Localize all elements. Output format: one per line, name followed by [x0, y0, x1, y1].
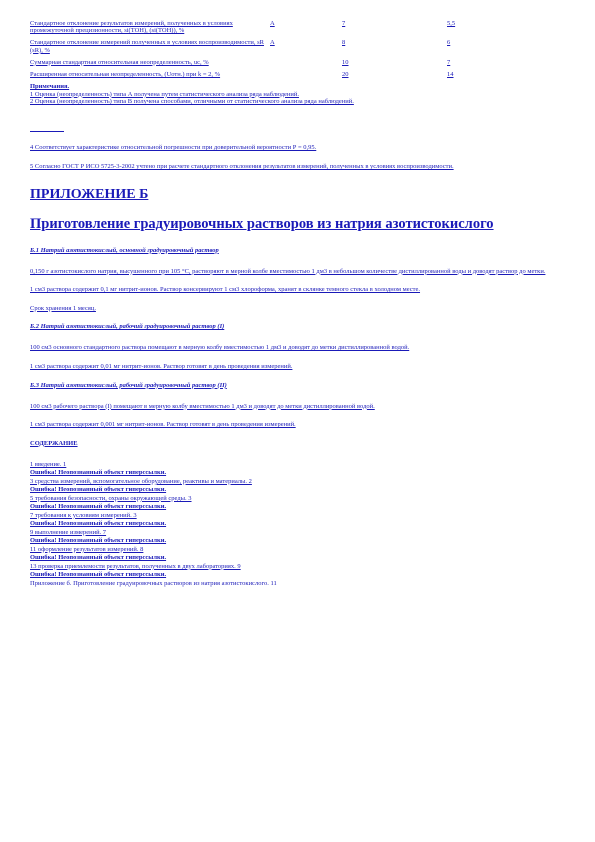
note-item[interactable]: 2 Оценка (неопределенность) типа В получена способами, отличными от статистического анализа ряда наблюдений.	[30, 98, 354, 106]
toc-title[interactable]: СОДЕРЖАНИЕ	[30, 439, 78, 447]
toc-item[interactable]: 1 введение. 1	[30, 460, 67, 468]
table-cell[interactable]: 7	[447, 58, 451, 66]
table-cell[interactable]: 20	[342, 71, 349, 79]
table-cell[interactable]: Расширенная относительная неопределенность, (Uотн.) при k = 2, %	[30, 71, 221, 79]
document-page	[30, 20, 570, 588]
toc-error-item[interactable]: Ошибка! Неопознанный объект гиперссылки.	[30, 503, 167, 511]
section-subtitle[interactable]: Б.2 Натрий азотистокислый, рабочий градуировочный раствор (I)	[30, 323, 225, 331]
paragraph[interactable]: 100 см3 основного стандартного раствора помещают в мерную колбу вместимостью 1 дм3 и доводят до метки дистиллированной водой.	[30, 344, 410, 352]
table-cell[interactable]: А	[270, 20, 275, 27]
paragraph[interactable]: Срок хранения 1 месяц.	[30, 304, 96, 312]
toc-error-item[interactable]: Ошибка! Неопознанный объект гиперссылки.	[30, 486, 167, 494]
paragraph[interactable]: 1 см3 раствора содержит 0,01 мг нитрит-ионов. Раствор готовят в день проведения измерений.	[30, 363, 293, 370]
paragraph[interactable]: 0,150 г азотистокислого натрия, высушенного при 105 °С, растворяют в мерной колбе вместимостью 1 дм3 в небольшом количестве дистиллированной воды и доводят раствор до метки.	[30, 267, 546, 275]
toc-error-item[interactable]: Ошибка! Неопознанный объект гиперссылки.	[30, 537, 167, 545]
uncertainty-table	[30, 20, 550, 83]
table-cell[interactable]	[270, 59, 342, 71]
footnote[interactable]: 4 Соответствует характеристике относительной погрешности при доверительной вероятности Р = 0,95.	[30, 144, 317, 152]
toc-error-item[interactable]: Ошибка! Неопознанный объект гиперссылки.	[30, 469, 167, 477]
table-row	[30, 59, 550, 71]
paragraph[interactable]: 100 см3 рабочего раствора (I) помещают в мерную колбу вместимостью 1 дм3 и доводят до метки дистиллированной водой.	[30, 402, 375, 410]
table-cell[interactable]: 6	[447, 39, 451, 47]
table-cell[interactable]: Стандартное отклонение измерений полученных в условиях воспроизводимости, sR (sR), %	[30, 39, 264, 54]
toc-error-item[interactable]: Ошибка! Неопознанный объект гиперссылки.	[30, 520, 167, 528]
paragraph[interactable]: 1 см3 раствора содержит 0,1 мг нитрит-ионов. Раствор консервируют 1 см3 хлороформа, хранят в склянке темного стекла в холодном месте.	[30, 286, 421, 294]
toc-item[interactable]: 9 выполнение измерений. 7	[30, 528, 107, 536]
toc-item[interactable]: 11 оформление результатов измерений. 8	[30, 545, 144, 553]
table-of-contents	[30, 461, 570, 589]
table-cell[interactable]	[270, 71, 342, 83]
table-cell[interactable]: А	[270, 39, 275, 47]
table-row	[30, 39, 550, 58]
toc-item[interactable]: 5 требования безопасности, охраны окружающей среды. 3	[30, 494, 192, 502]
footnote-separator	[30, 131, 64, 132]
note-item[interactable]: 1 Оценка (неопределенность) типа А получена путем статистического анализа ряда наблюдений.	[30, 90, 299, 98]
table-cell[interactable]: 7	[342, 20, 346, 27]
notes-title: Примечания.	[30, 83, 70, 91]
paragraph[interactable]: 1 см3 раствора содержит 0,001 мг нитрит-ионов. Раствор готовят в день проведения измерений.	[30, 421, 296, 429]
toc-error-item[interactable]: Ошибка! Неопознанный объект гиперссылки.	[30, 571, 167, 579]
appendix-heading[interactable]: ПРИЛОЖЕНИЕ Б	[30, 186, 149, 202]
table-cell[interactable]: 14	[447, 71, 454, 79]
toc-item[interactable]: 13 проверка приемлемости результатов, полученных в двух лабораториях. 9	[30, 562, 241, 570]
table-cell[interactable]: Суммарная стандартная относительная неопределенность, uc, %	[30, 58, 209, 66]
table-row	[30, 20, 550, 39]
toc-error-item[interactable]: Ошибка! Неопознанный объект гиперссылки.	[30, 554, 167, 562]
table-cell[interactable]: 5,5	[447, 20, 456, 27]
toc-item[interactable]: 3 средства измерений, вспомогательное оборудование, реактивы и материалы. 2	[30, 477, 252, 485]
appendix-title[interactable]: Приготовление градуировочных растворов из натрия азотистокислого	[30, 215, 494, 232]
table-row	[30, 71, 550, 83]
section-subtitle[interactable]: Б.3 Натрий азотистокислый, рабочий градуировочный раствор (II)	[30, 381, 227, 389]
table-cell[interactable]: 8	[342, 39, 346, 47]
footnote[interactable]: 5 Согласно ГОСТ Р ИСО 5725-3-2002 учтено при расчете стандартного отклонения результатов измерений, полученных в условиях воспроизводимости.	[30, 163, 454, 171]
toc-item[interactable]: 7 требования к условиям измерений. 3	[30, 511, 137, 519]
section-subtitle[interactable]: Б.1 Натрий азотистокислый, основной градуировочный раствор	[30, 246, 219, 254]
table-cell[interactable]: Стандартное отклонение результатов измерений, полученных в условиях промежуточной прецизионности, si(TOH), (si(TOH)), %	[30, 20, 233, 35]
toc-item[interactable]: Приложение б. Приготовление градуировочных растворов из натрия азотистокислого. 11	[30, 579, 277, 587]
table-cell[interactable]: 10	[342, 58, 349, 66]
